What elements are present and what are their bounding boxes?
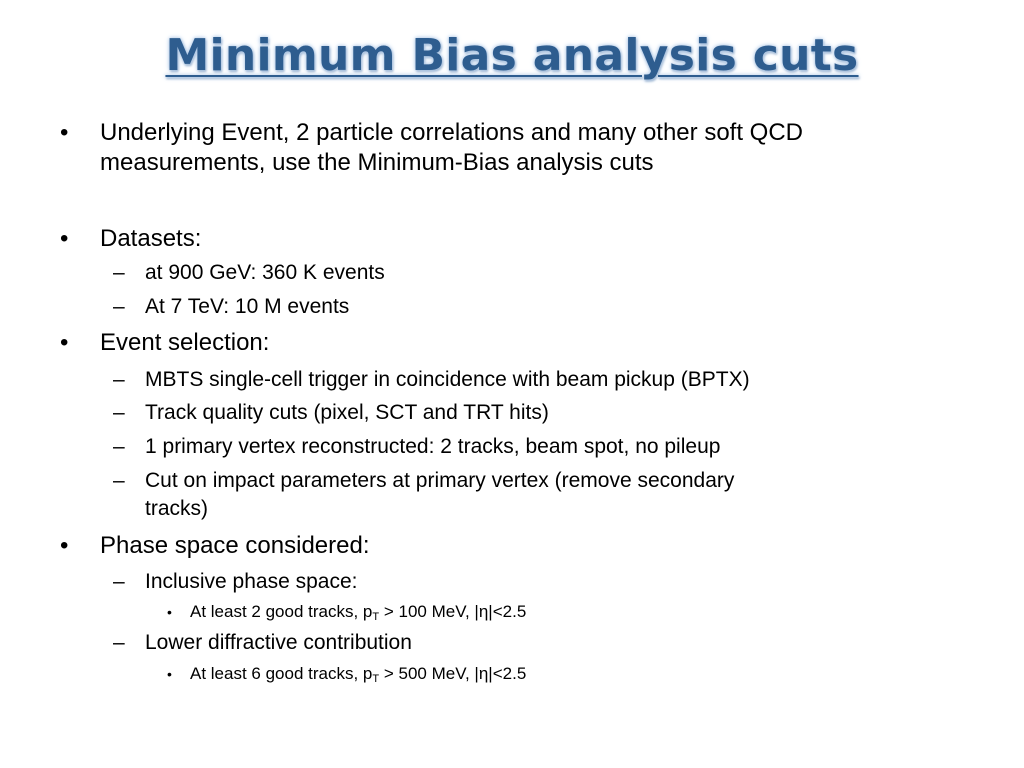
sub-bullet-text: Inclusive phase space: [145,570,358,593]
slide-title: Minimum Bias analysis cuts [165,30,859,81]
bullet-dot-icon: • [60,225,69,252]
dash-icon: – [113,295,125,318]
dash-icon: – [113,469,125,492]
bullet-text-line: Phase space considered: [100,532,370,559]
sub-bullet-text: At 7 TeV: 10 M events [145,295,350,318]
sub-bullet-text: tracks) [145,497,208,520]
bullet-text-line: measurements, use the Minimum-Bias analysis cuts [100,149,654,176]
sub-bullet-text: Cut on impact parameters at primary vertex (remove secondary [145,469,735,492]
sub-bullet-text: Track quality cuts (pixel, SCT and TRT hits) [145,401,549,424]
dash-icon: – [113,435,125,458]
bullet-text-line: Event selection: [100,329,270,356]
dash-icon: – [113,261,125,284]
bullet-text-line: Underlying Event, 2 particle correlations and many other soft QCD [100,119,803,146]
sub-sub-bullet-text: At least 6 good tracks, $p_T > 500$ MeV, |η|<2.5 [190,664,527,685]
bullet-dot-icon: • [60,532,69,559]
sub-bullet-text: Lower diffractive contribution [145,631,412,654]
dash-icon: – [113,368,125,391]
sub-bullet-text: at 900 GeV: 360 K events [145,261,385,284]
dash-icon: – [113,570,125,593]
small-bullet-icon: • [167,604,172,620]
bullet-dot-icon: • [60,119,69,146]
sub-sub-bullet-text: At least 2 good tracks, $p_T > 100$ MeV, |η|<2.5 [190,602,527,623]
small-bullet-icon: • [167,666,172,682]
sub-bullet-text: 1 primary vertex reconstructed: 2 tracks, beam spot, no pileup [145,435,721,458]
dash-icon: – [113,631,125,654]
dash-icon: – [113,401,125,424]
bullet-dot-icon: • [60,329,69,356]
sub-bullet-text: MBTS single-cell trigger in coincidence with beam pickup (BPTX) [145,368,750,391]
bullet-text-line: Datasets: [100,225,202,252]
